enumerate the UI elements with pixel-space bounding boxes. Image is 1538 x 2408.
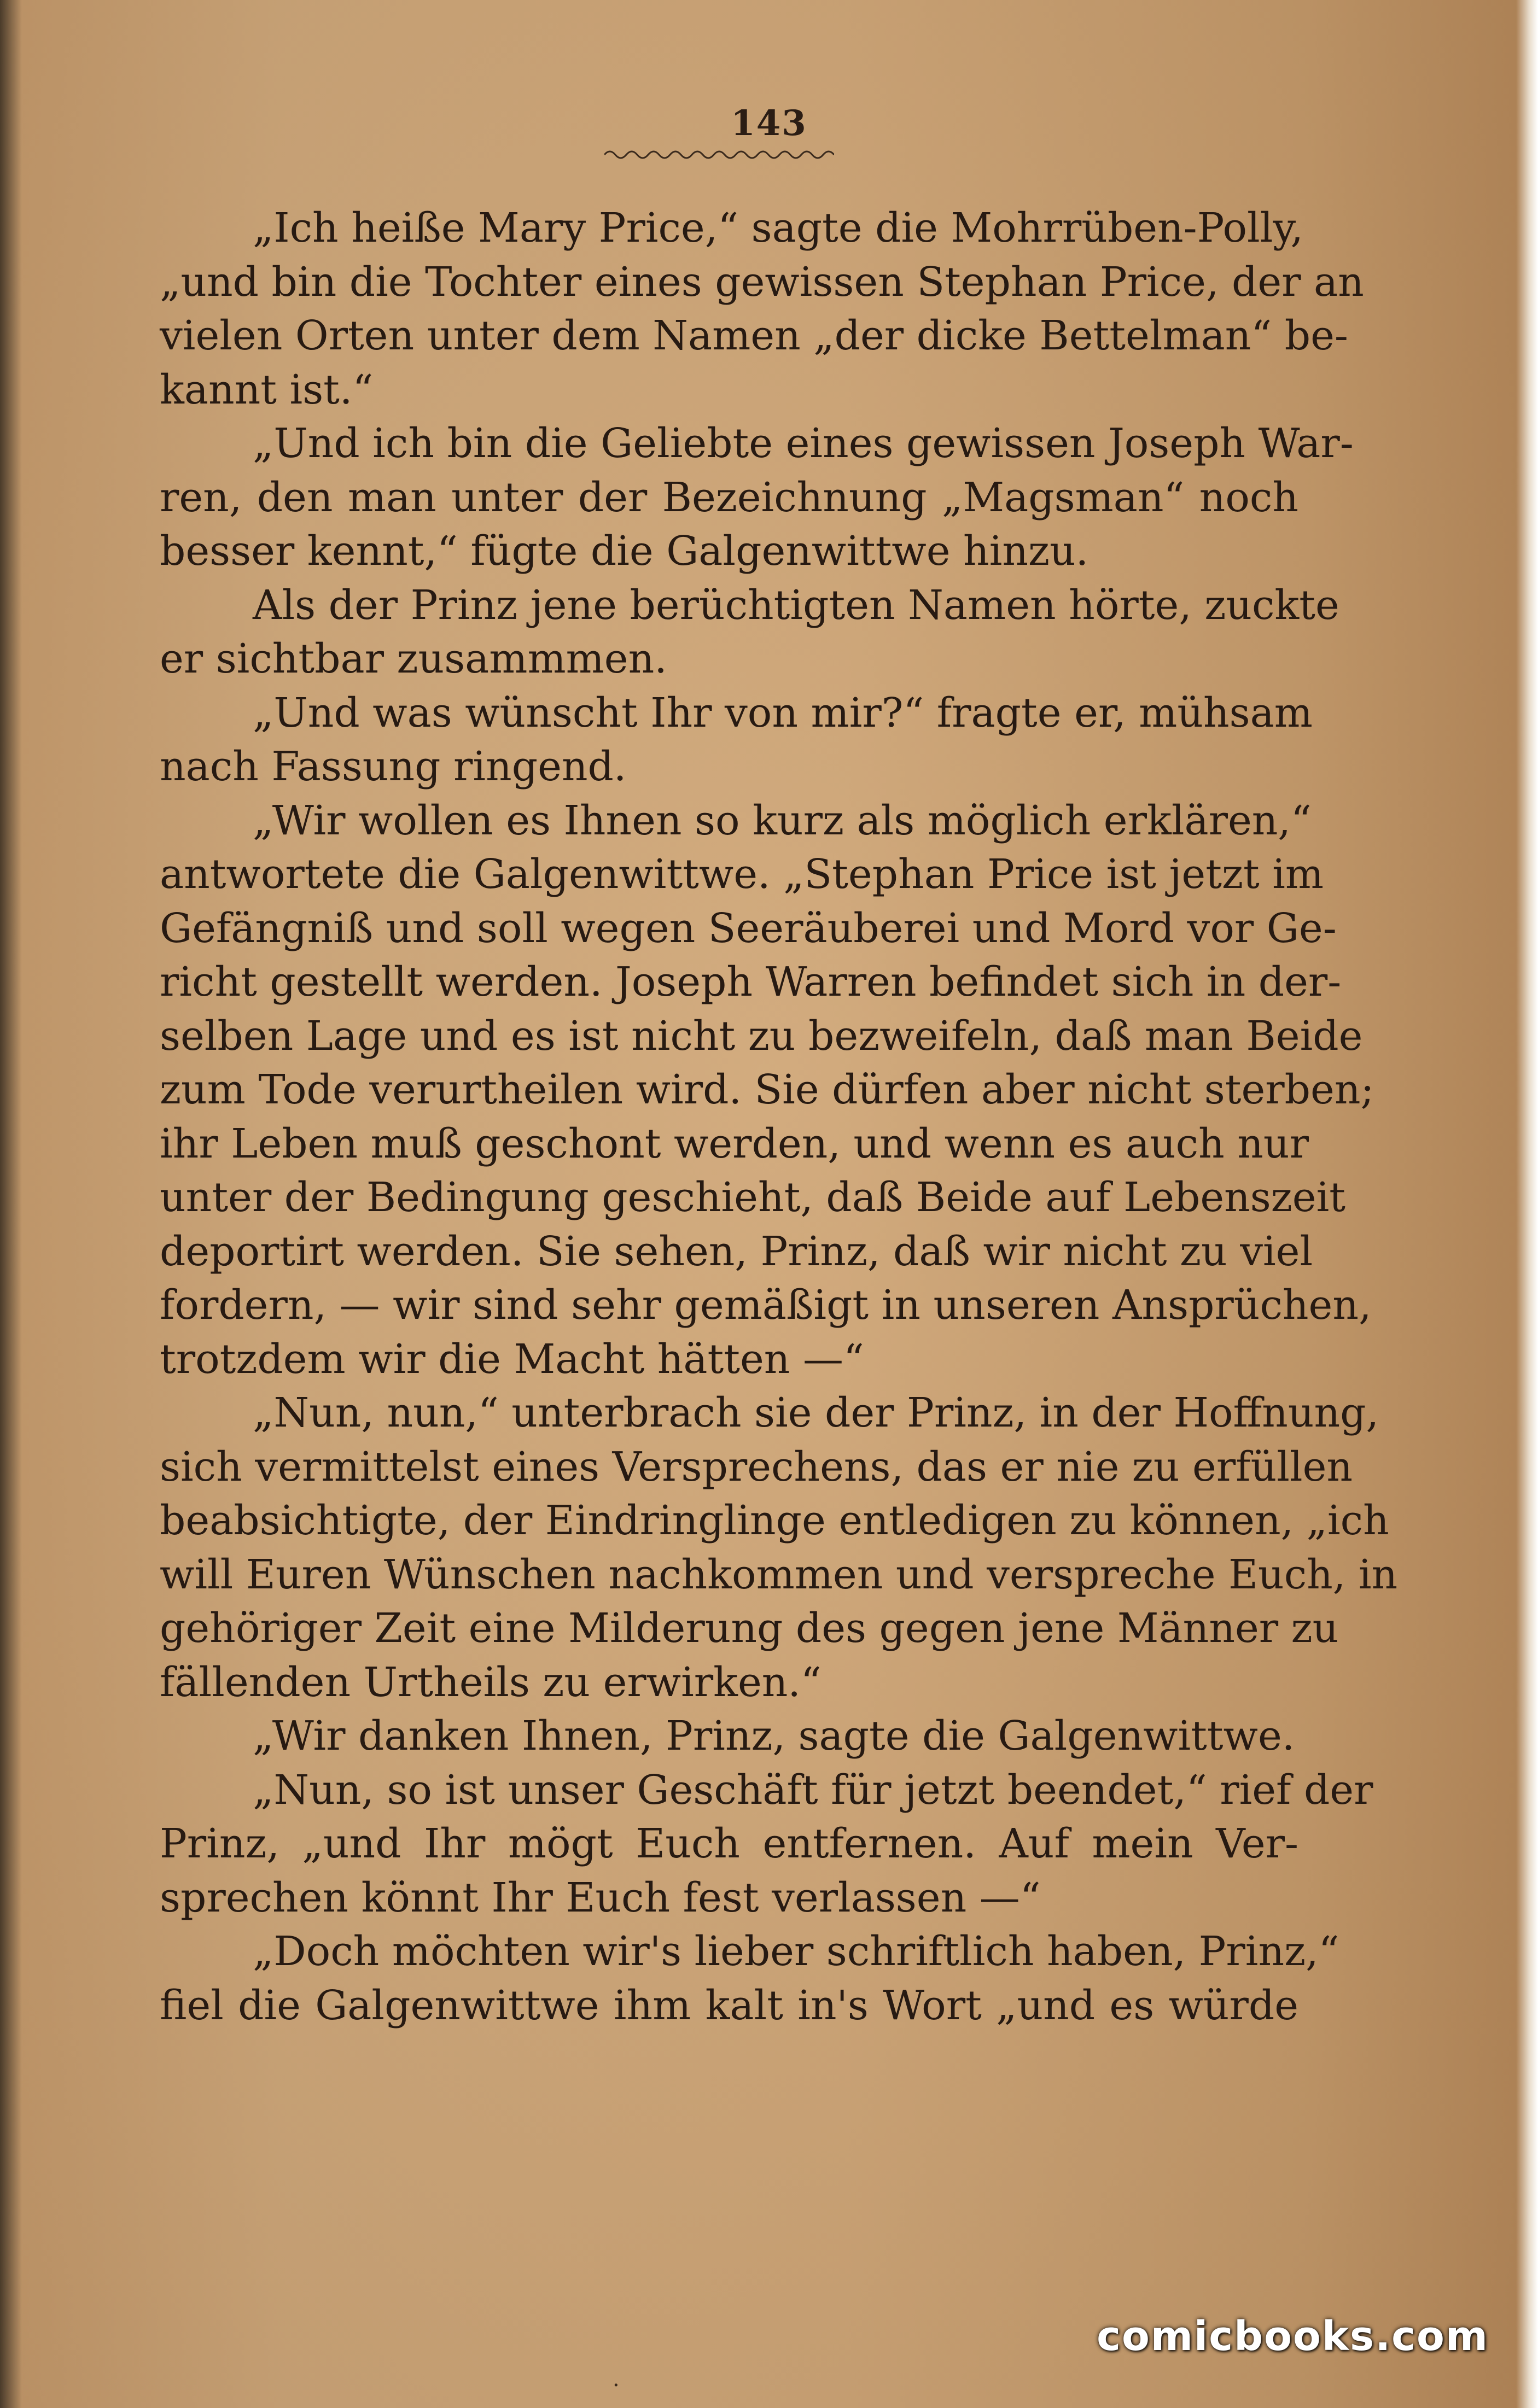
text-line: zum Tode verurtheilen wird. Sie dürfen aber nicht sterben; (160, 1066, 1374, 1113)
text-line: vielen Orten unter dem Namen „der dicke Bettelman“ be- (160, 312, 1348, 359)
text-line: beabsichtigte, der Eindringlinge entledigen zu können, „ich (160, 1497, 1389, 1544)
text-line: nach Fassung ringend. (160, 743, 627, 790)
text-line: „Und was wünscht Ihr von mir?“ fragte er, mühsam (253, 689, 1313, 737)
text-line: fordern, — wir sind sehr gemäßigt in unseren Ansprüchen, (160, 1282, 1372, 1329)
text-line: besser kennt,“ fügte die Galgenwittwe hinzu. (160, 528, 1089, 575)
text-line: „Und ich bin die Geliebte eines gewissen Joseph War- (253, 420, 1354, 467)
page-edge (1516, 0, 1538, 2408)
text-line: gehöriger Zeit eine Milderung des gegen jene Männer zu (160, 1605, 1339, 1652)
site-watermark: comicbooks.com (1097, 2313, 1489, 2360)
text-line: Gefängniß und soll wegen Seeräuberei und Mord vor Ge- (160, 904, 1337, 952)
text-line: ihr Leben muß geschont werden, und wenn es auch nur (160, 1120, 1309, 1167)
text-line: „Nun, so ist unser Geschäft für jetzt beendet,“ rief der (253, 1766, 1373, 1814)
header-ornament (604, 147, 834, 163)
text-line: „und bin die Tochter eines gewissen Stephan Price, der an (160, 258, 1364, 306)
text-line: fiel die Galgenwittwe ihm kalt in's Wort „und es würde (160, 1982, 1298, 2029)
bottom-printer-mark: · (613, 2373, 620, 2398)
text-line: er sichtbar zusammmen. (160, 635, 667, 682)
text-line: trotzdem wir die Macht hätten —“ (160, 1335, 864, 1383)
text-line: „Wir wollen es Ihnen so kurz als möglich erklären,“ (253, 797, 1312, 844)
text-line: Als der Prinz jene berüchtigten Namen hörte, zuckte (253, 581, 1339, 629)
text-line: sich vermittelst eines Versprechens, das er nie zu erfüllen (160, 1443, 1353, 1491)
text-line: selben Lage und es ist nicht zu bezweifeln, daß man Beide (160, 1012, 1363, 1060)
page-binding-shadow (0, 0, 22, 2408)
text-line: fällenden Urtheils zu erwirken.“ (160, 1658, 822, 1706)
text-line: antwortete die Galgenwittwe. „Stephan Price ist jetzt im (160, 851, 1324, 898)
text-line: unter der Bedingung geschieht, daß Beide auf Lebenszeit (160, 1174, 1345, 1221)
text-line: „Nun, nun,“ unterbrach sie der Prinz, in der Hoffnung, (253, 1389, 1379, 1436)
text-line: kannt ist.“ (160, 366, 374, 413)
page-number: 143 (731, 103, 807, 144)
text-line: „Wir danken Ihnen, Prinz, sagte die Galgenwittwe. (253, 1713, 1295, 1760)
text-line: deportirt werden. Sie sehen, Prinz, daß wir nicht zu viel (160, 1228, 1313, 1275)
text-line: „Ich heiße Mary Price,“ sagte die Mohrrüben-Polly, (253, 204, 1303, 252)
text-line: „Doch möchten wir's lieber schriftlich haben, Prinz,“ (253, 1928, 1339, 1975)
text-line: Prinz, „und Ihr mögt Euch entfernen. Auf mein Ver- (160, 1820, 1298, 1867)
text-line: will Euren Wünschen nachkommen und verspreche Euch, in (160, 1551, 1398, 1598)
text-line: ren, den man unter der Bezeichnung „Magsman“ noch (160, 474, 1298, 521)
text-line: sprechen könnt Ihr Euch fest verlassen —“ (160, 1874, 1041, 1921)
page-body-text (160, 201, 1398, 2032)
text-line: richt gestellt werden. Joseph Warren befindet sich in der- (160, 958, 1342, 1006)
